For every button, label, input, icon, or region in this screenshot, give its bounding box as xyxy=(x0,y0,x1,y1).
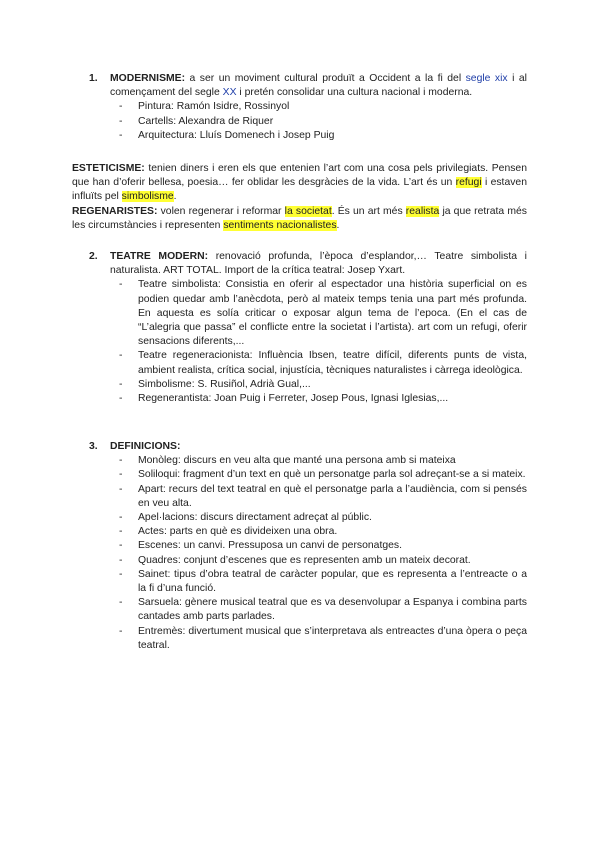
section-heading-row xyxy=(72,250,527,278)
list-item: - Sarsuela: gènere musical teatral que es va desenvolupar a Espanya i combina parts cantades amb parts parlades. xyxy=(118,596,527,624)
list-item: - Regenerantista: Joan Puig i Ferreter, Josep Pous, Ignasi Iglesias,... xyxy=(118,392,527,406)
list-item: - Cartells: Alexandra de Riquer xyxy=(118,115,527,129)
section-intro xyxy=(110,250,527,278)
section-number: 3. xyxy=(89,441,98,452)
paragraph-text: . És un art més xyxy=(331,206,406,217)
paragraph-text: . xyxy=(173,191,177,203)
list-item: - Entremès: divertument musical que s’interpretava als entreactes d’una òpera o peça teatral. xyxy=(118,625,527,653)
highlight: simbolisme xyxy=(121,191,174,203)
list-item: - Monòleg: discurs en veu alta que manté una persona amb si mateixa xyxy=(118,454,527,468)
section-teatre-modern xyxy=(72,250,527,406)
highlight: sentiments nacionalistes xyxy=(223,220,337,232)
highlight: refugi xyxy=(455,177,482,189)
list-item: - Teatre regeneracionista: Influència Ibsen, teatre difícil, diferents punts de vista, ambient realista, crítica social, injustícia, tècniques naturalistes i càrrega ideològica. xyxy=(118,349,527,377)
list-item: - Simbolisme: S. Rusiñol, Adrià Gual,... xyxy=(118,378,527,392)
century-roman: XX xyxy=(222,87,237,99)
esteticisme-label: ESTETICISME: xyxy=(72,163,145,174)
list-item: - Apart: recurs del text teatral en què el personatge parla a l’audiència, com si pensés en veu alta. xyxy=(118,483,527,511)
list-item: - Arquitectura: Lluís Domenech i Josep Puig xyxy=(118,129,527,143)
list-item: - Escenes: un canvi. Pressuposa un canvi de personatges. xyxy=(118,539,527,553)
section-number: 1. xyxy=(89,73,98,84)
intro-text: i pretén consolidar una cultura nacional i moderna. xyxy=(236,87,473,99)
list-item: - Quadres: conjunt d’escenes que es representen amb un mateix decorat. xyxy=(118,554,527,568)
section-intro xyxy=(110,440,527,454)
paragraph-text: tenien diners i eren els que entenien l’art com una cosa pels privilegiats. Pensen que han d’oferir bellesa, poesia… fer oblidar les desgràcies de la vida. L’art és un xyxy=(72,163,527,189)
section-definicions xyxy=(72,440,527,653)
regeneristes-label: REGENARISTES: xyxy=(72,206,158,217)
paragraph-text: volen regenerar i reformar xyxy=(157,206,285,217)
paragraph-text: ja que retrata més les circumstàncies i representen xyxy=(72,206,527,232)
teatre-list xyxy=(118,278,527,406)
intro-text: a ser un moviment cultural produït a Occident a la fi del xyxy=(185,73,466,84)
definicions-list xyxy=(118,454,527,653)
section-heading-row xyxy=(72,72,527,100)
modernisme-list xyxy=(118,100,527,143)
century-link: segle xix xyxy=(465,73,508,84)
section-number: 2. xyxy=(89,251,98,262)
paragraph-text: . xyxy=(336,220,340,232)
list-item: - Apel·lacions: discurs directament adreçat al públic. xyxy=(118,511,527,525)
intro-text: renovació profunda, l’època d’esplandor,… Teatre simbolista i naturalista. ART TOTAL. Import de la crítica teatral: Josep Yxart. xyxy=(110,251,527,277)
list-item: - Sainet: tipus d’obra teatral de caràcter popular, que es representa a l’entreacte o a la fi d’una funció. xyxy=(118,568,527,596)
highlight: la societat xyxy=(284,206,332,217)
list-item: - Pintura: Ramón Isidre, Rossinyol xyxy=(118,100,527,114)
list-item: - Soliloqui: fragment d’un text en què un personatge parla sol adreçant-se a si mateix. xyxy=(118,468,527,482)
section-modernisme xyxy=(72,72,527,143)
intro-text: i al començament del segle xyxy=(110,73,527,99)
section-title: TEATRE MODERN: xyxy=(110,251,209,262)
list-item: - Actes: parts en què es divideixen una obra. xyxy=(118,525,527,539)
section-title: DEFINICIONS: xyxy=(110,441,181,452)
paragraph-text: i estaven influïts pel xyxy=(72,177,527,203)
regeneristes-paragraph xyxy=(72,205,527,233)
highlight: realista xyxy=(405,206,440,217)
section-title: MODERNISME: xyxy=(110,73,186,84)
list-item: - Teatre simbolista: Consistia en oferir al espectador una història superficial on es podien quedar amb l’anècdota, però al mateix temps tenia una part més profunda. En aquesta es solía criticar o exposar algun tema de l’epoca. (En el cas de “L’alegria que passa” el conflicte entre la societat i l’artista). art com un refugi, oferir sensacions diferents,... xyxy=(118,278,527,349)
esteticisme-paragraph xyxy=(72,162,527,205)
section-heading-row xyxy=(72,440,527,454)
section-intro xyxy=(110,72,527,100)
